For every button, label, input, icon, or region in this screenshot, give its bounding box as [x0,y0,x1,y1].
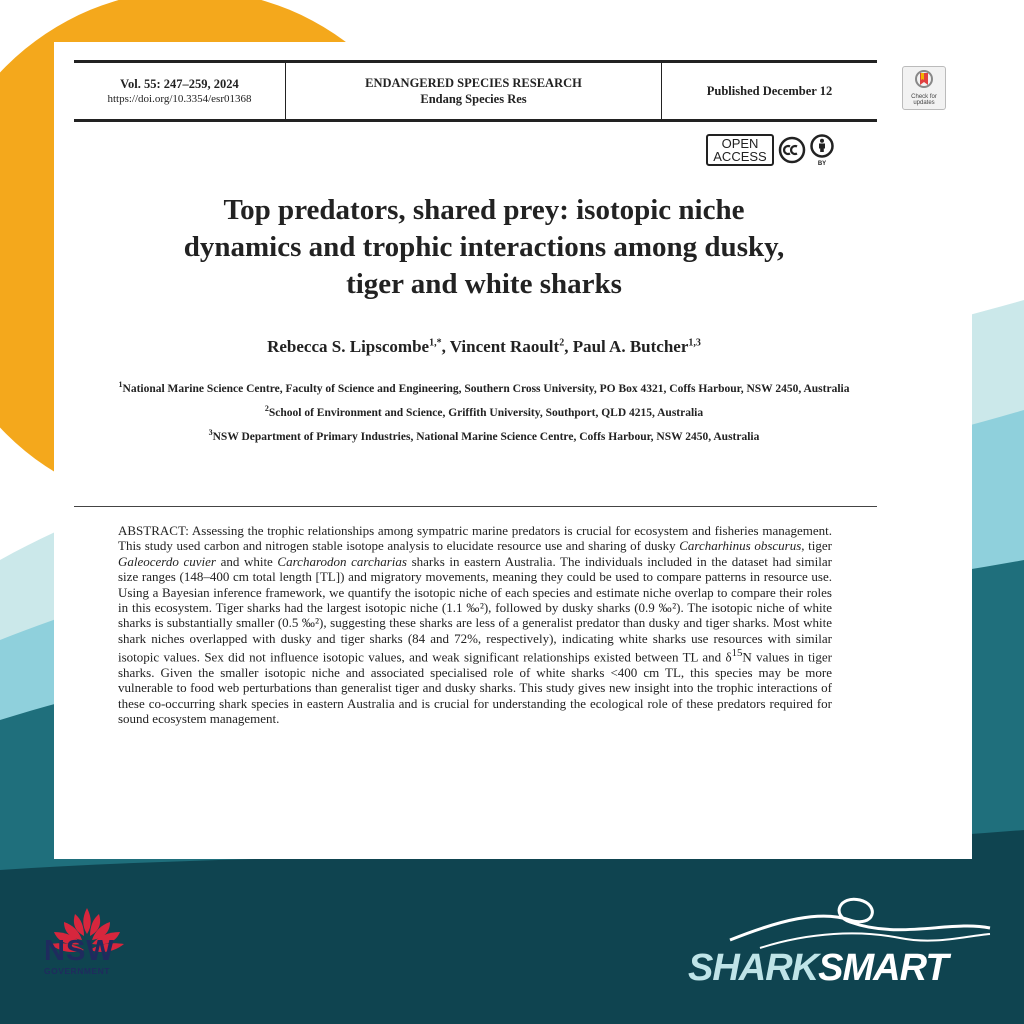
abstract-segment: N values in tiger sharks. Given the smaller isotopic niche and associated specialised role of white sharks <400 cm TL, this species may be more vulnerable to food web perturbations than generalist tiger and dusky sharks. This study gives new insight into the trophic interactions of these co-occurring shark species in eastern Australia and is crucial for understanding the ecological role of these predators required for sound ecosystem management. [118,649,832,727]
author-name: Vincent Raoult [449,337,560,356]
affiliation-2 [114,401,854,421]
title-line-2: dynamics and trophic interactions among dusky, [183,231,785,263]
journal-header [74,60,877,122]
affiliation-number: 3 [208,427,213,437]
volume-info: Vol. 55: 247–259, 2024 [120,76,239,91]
paper-page [54,42,972,859]
species-name: Carcharodon carcharias [277,553,407,569]
published-cell [662,63,877,119]
smart-logo-text: SMART [818,947,948,989]
license-badges [706,134,834,166]
government-logo-text: GOVERNMENT [44,966,110,976]
species-name: Carcharhinus obscurus [679,538,802,554]
svg-text:BY: BY [817,161,827,166]
author-affiliation: 1,* [429,337,442,349]
affiliation-text: School of Environment and Science, Griffith University, Southport, QLD 4215, Australia [268,406,704,419]
author-affiliation: 1,3 [688,337,701,349]
journal-cell [286,63,662,119]
affiliation-3 [114,425,854,445]
affiliation-text: National Marine Science Centre, Faculty of Science and Engineering, Southern Cross University, PO Box 4321, Coffs Harbour, NSW 2450, Australia [122,382,850,395]
open-access-line2: ACCESS [713,149,767,164]
affiliation-number: 2 [264,403,269,413]
abstract-text [118,523,832,727]
bookmark-icon [914,70,934,92]
check-for-updates-badge[interactable] [902,66,946,110]
journal-name: ENDANGERED SPECIES RESEARCH [365,76,582,90]
abstract-segment: and white [215,553,278,569]
abstract-segment: Assessing the trophic relationships among sympatric marine predators is crucial for ecosystem and fisheries management. This study used carbon and nitrogen stable isotope analysis to elucidate resource use and sharing of dusky [118,523,832,554]
affiliation-text: NSW Department of Primary Industries, National Marine Science Centre, Coffs Harbour, NSW 2450, Australia [212,430,760,443]
shark-logo-text: SHARK [688,947,819,989]
species-name: Galeocerdo cuvier [118,553,216,569]
abstract-segment: sharks in eastern Australia. The individuals included in the dataset had similar size ranges (148–400 cm total length [TL]) and migratory movements, meaning they could be used to compare patterns in resource use. Using a Bayesian inference framework, we quantify the isotopic niche of each species and estimate niche overlap to compare their roles in this ecosystem. Tiger sharks had the largest isotopic niche (1.1 ‰²), followed by dusky sharks (0.9 ‰²). The isotopic niche of white sharks is substantially smaller (0.5 ‰²), suggesting these sharks are less of a generalist predator than dusky and tiger sharks. Most white shark niches overlapped with dusky and tiger sharks (84 and 72%, respectively), indicating white sharks use resources with similar isotopic values. Sex did not influence isotopic values, and weak significant relationships existed between TL and δ [118,553,832,665]
volume-cell [74,63,286,119]
published-date: Published December 12 [706,84,833,98]
sharksmart-logo [688,948,948,988]
affiliation-list [114,377,854,448]
by-icon [810,134,834,166]
affiliation-1 [114,377,854,397]
cc-icon [778,136,806,164]
nsw-logo-text: NSW [44,935,115,967]
author-list: Rebecca S. Lipscombe$^{1,*}$, Vincent Raoult$^2$, Paul A. Butcher$^{1,3}$ [267,337,701,356]
article-title [84,192,884,303]
title-line-1: Top predators, shared prey: isotopic niche [223,194,745,226]
isotope-superscript: 15 [731,647,743,660]
check-updates-label: Check for updates [911,94,937,106]
author-affiliation: 2 [559,337,565,349]
section-divider [74,506,877,507]
journal-abbrev: Endang Species Res [420,92,527,106]
doi-link[interactable]: https://doi.org/10.3354/esr01368 [107,92,252,105]
open-access-badge [706,134,774,166]
author-name: Rebecca S. Lipscombe [267,337,430,356]
nsw-government-logo [44,936,134,976]
affiliation-number: 1 [118,380,123,389]
open-access-line1: OPEN [721,136,759,151]
abstract-segment: , tiger [801,538,832,554]
author-name: Paul A. Butcher [572,337,689,356]
abstract-label: ABSTRACT: [118,523,189,538]
title-line-3: tiger and white sharks [346,268,622,300]
